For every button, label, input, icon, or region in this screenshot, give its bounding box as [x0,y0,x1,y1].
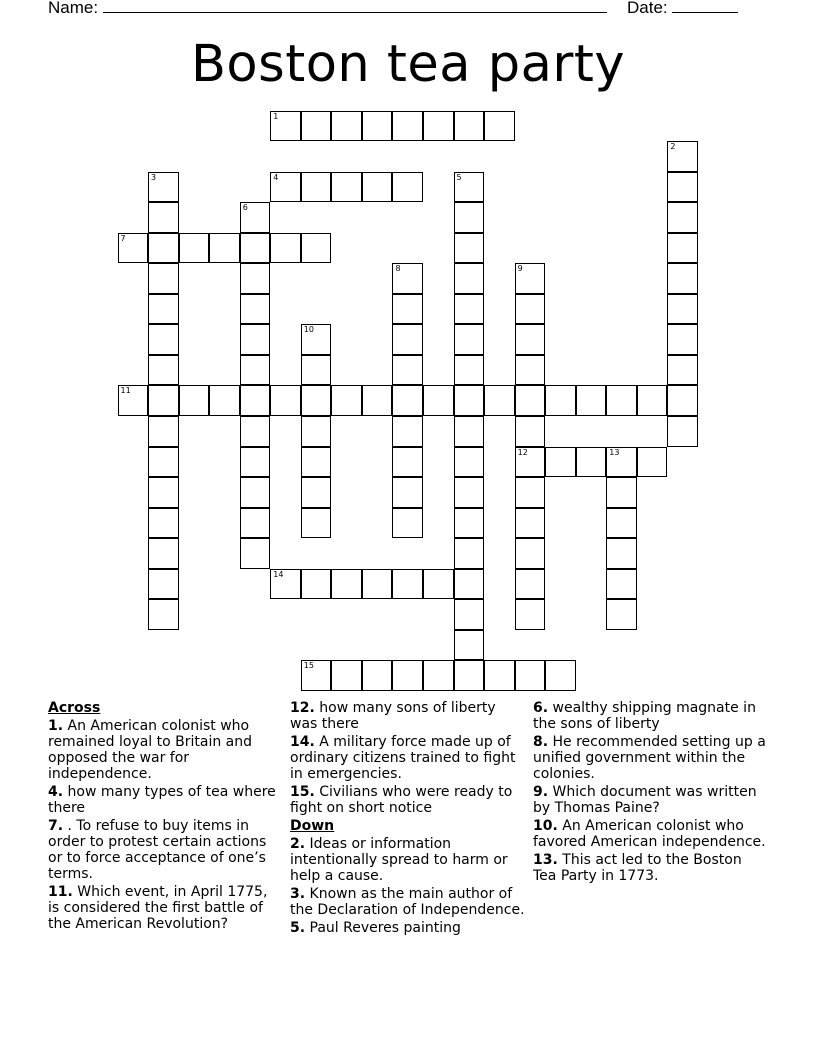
clue-number: 4 [273,172,279,182]
clue-number: 7 [120,233,126,243]
grid-cell[interactable] [118,233,149,264]
down-heading: Down [290,818,335,834]
grid-cell[interactable] [667,294,698,325]
grid-cell[interactable] [301,233,332,264]
clue-across: 15. Civilians who were ready to fight on short notice [290,784,513,816]
grid-cell[interactable] [148,508,179,539]
grid-cell[interactable] [270,385,301,416]
clue-down: 10. An American colonist who favored American independence. [533,818,766,850]
clue-across: 14. A military force made up of ordinary citizens trained to fight in emergencies. [290,734,516,782]
grid-cell[interactable] [301,172,332,203]
grid-cell[interactable] [148,202,179,233]
clue-across: 4. how many types of tea where there [48,784,276,816]
grid-cell[interactable] [362,111,393,142]
grid-cell[interactable] [454,233,485,264]
grid-cell[interactable] [148,294,179,325]
grid-cell[interactable] [148,263,179,294]
clue-down: 8. He recommended setting up a unified government within the colonies. [533,734,766,782]
clue-down: 13. This act led to the Boston Tea Party in 1773. [533,852,742,884]
grid-cell[interactable] [667,385,698,416]
grid-cell[interactable] [423,111,454,142]
grid-cell[interactable] [515,447,546,478]
clue-number: 5 [456,172,462,182]
grid-cell[interactable] [454,172,485,203]
grid-cell[interactable] [515,294,546,325]
grid-cell[interactable] [545,447,576,478]
grid-cell[interactable] [454,599,485,630]
grid-cell[interactable] [606,477,637,508]
grid-cell[interactable] [454,324,485,355]
clue-number: 13 [609,447,620,457]
grid-cell[interactable] [240,294,271,325]
grid-cell[interactable] [454,508,485,539]
grid-cell[interactable] [148,477,179,508]
grid-cell[interactable] [301,660,332,691]
grid-cell[interactable] [362,569,393,600]
grid-cell[interactable] [148,172,179,203]
grid-cell[interactable] [392,111,423,142]
grid-cell[interactable] [454,111,485,142]
grid-cell[interactable] [301,416,332,447]
clue-down: 9. Which document was written by Thomas Paine? [533,784,757,816]
grid-cell[interactable] [209,233,240,264]
grid-cell[interactable] [545,660,576,691]
grid-cell[interactable] [515,538,546,569]
grid-cell[interactable] [148,538,179,569]
clue-number: 12 [517,447,528,457]
grid-cell[interactable] [423,385,454,416]
grid-cell[interactable] [667,202,698,233]
clue-number: 1 [273,111,279,121]
clue-number: 3 [151,172,157,182]
grid-cell[interactable] [667,263,698,294]
grid-cell[interactable] [179,233,210,264]
grid-cell[interactable] [606,447,637,478]
grid-cell[interactable] [392,660,423,691]
grid-cell[interactable] [209,385,240,416]
clue-across: 1. An American colonist who remained loyal to Britain and opposed the war for independence. [48,718,253,782]
grid-cell[interactable] [392,324,423,355]
grid-cell[interactable] [515,324,546,355]
clue-number: 14 [273,569,284,579]
clue-number: 6 [242,203,248,213]
grid-cell[interactable] [454,630,485,661]
grid-cell[interactable] [148,324,179,355]
grid-cell[interactable] [362,172,393,203]
grid-cell[interactable] [454,416,485,447]
grid-cell[interactable] [637,447,668,478]
clue-across: 7. . To refuse to buy items in order to protest certain actions or to force acceptance of one’s terms. [48,818,267,882]
grid-cell[interactable] [148,599,179,630]
grid-cell[interactable] [148,447,179,478]
grid-cell[interactable] [148,355,179,386]
grid-cell[interactable] [515,477,546,508]
grid-cell[interactable] [484,385,515,416]
grid-cell[interactable] [454,355,485,386]
grid-cell[interactable] [331,385,362,416]
clue-down: 2. Ideas or information intentionally spread to harm or help a cause. [290,836,508,884]
grid-cell[interactable] [301,111,332,142]
clue-number: 11 [120,386,131,396]
grid-cell[interactable] [606,538,637,569]
grid-cell[interactable] [515,660,546,691]
grid-cell[interactable] [515,599,546,630]
clue-across: 11. Which event, in April 1775, is considered the first battle of the American Revolution? [48,884,268,932]
grid-cell[interactable] [240,508,271,539]
grid-cell[interactable] [392,447,423,478]
clue-down: 5. Paul Reveres painting [290,920,461,936]
grid-cell[interactable] [667,141,698,172]
page-title: Boston tea party [190,35,626,94]
grid-cell[interactable] [606,569,637,600]
name-label: Name: [48,0,99,17]
grid-cell[interactable] [240,355,271,386]
grid-cell[interactable] [515,385,546,416]
grid-cell[interactable] [331,569,362,600]
grid-cell[interactable] [454,294,485,325]
clues-column-1 [48,700,283,934]
grid-cell[interactable] [606,508,637,539]
across-heading: Across [48,700,101,716]
grid-cell[interactable] [331,660,362,691]
grid-cell[interactable] [667,355,698,386]
grid-cell[interactable] [515,263,546,294]
clue-down: 6. wealthy shipping magnate in the sons of liberty [533,700,756,732]
grid-cell[interactable] [392,416,423,447]
grid-cell[interactable] [270,172,301,203]
clue-down: 3. Known as the main author of the Declaration of Independence. [290,886,525,918]
grid-cell[interactable] [454,447,485,478]
grid-cell[interactable] [515,355,546,386]
grid-cell[interactable] [392,355,423,386]
grid-cell[interactable] [667,324,698,355]
grid-cell[interactable] [301,355,332,386]
grid-cell[interactable] [148,233,179,264]
grid-cell[interactable] [331,111,362,142]
grid-cell[interactable] [148,569,179,600]
grid-cell[interactable] [606,599,637,630]
grid-cell[interactable] [179,385,210,416]
grid-cell[interactable] [301,385,332,416]
grid-cell[interactable] [148,385,179,416]
grid-cell[interactable] [545,385,576,416]
grid-cell[interactable] [240,263,271,294]
grid-cell[interactable] [270,233,301,264]
grid-cell[interactable] [667,172,698,203]
grid-cell[interactable] [576,447,607,478]
grid-cell[interactable] [240,385,271,416]
grid-cell[interactable] [454,538,485,569]
grid-cell[interactable] [392,294,423,325]
grid-cell[interactable] [362,385,393,416]
grid-cell[interactable] [454,569,485,600]
grid-cell[interactable] [240,416,271,447]
grid-cell[interactable] [667,416,698,447]
grid-cell[interactable] [148,416,179,447]
grid-cell[interactable] [667,233,698,264]
grid-cell[interactable] [240,538,271,569]
clue-number: 9 [517,264,523,274]
grid-cell[interactable] [392,385,423,416]
grid-cell[interactable] [301,324,332,355]
grid-cell[interactable] [301,508,332,539]
grid-cell[interactable] [454,263,485,294]
grid-cell[interactable] [484,660,515,691]
grid-cell[interactable] [118,385,149,416]
grid-cell[interactable] [454,202,485,233]
grid-cell[interactable] [454,385,485,416]
grid-cell[interactable] [240,233,271,264]
grid-cell[interactable] [423,660,454,691]
grid-cell[interactable] [515,508,546,539]
grid-cell[interactable] [576,385,607,416]
grid-cell[interactable] [515,569,546,600]
clue-number: 10 [303,325,314,335]
clue-number: 8 [395,264,401,274]
grid-cell[interactable] [392,508,423,539]
grid-cell[interactable] [392,477,423,508]
date-label: Date: [627,0,668,17]
grid-cell[interactable] [484,111,515,142]
grid-cell[interactable] [362,660,393,691]
grid-cell[interactable] [240,447,271,478]
grid-cell[interactable] [454,477,485,508]
grid-cell[interactable] [240,477,271,508]
grid-cell[interactable] [301,447,332,478]
clue-number: 15 [303,661,314,671]
clue-across: 12. how many sons of liberty was there [290,700,496,732]
grid-cell[interactable] [270,569,301,600]
grid-cell[interactable] [392,569,423,600]
grid-cell[interactable] [331,172,362,203]
grid-cell[interactable] [637,385,668,416]
grid-cell[interactable] [301,569,332,600]
grid-cell[interactable] [454,660,485,691]
grid-cell[interactable] [606,385,637,416]
grid-cell[interactable] [423,569,454,600]
grid-cell[interactable] [515,416,546,447]
clues-column-2 [290,700,525,938]
grid-cell[interactable] [270,111,301,142]
grid-cell[interactable] [301,477,332,508]
grid-cell[interactable] [240,202,271,233]
clue-number: 2 [670,142,676,152]
grid-cell[interactable] [392,263,423,294]
grid-cell[interactable] [240,324,271,355]
grid-cell[interactable] [392,172,423,203]
clues-column-3 [533,700,768,886]
